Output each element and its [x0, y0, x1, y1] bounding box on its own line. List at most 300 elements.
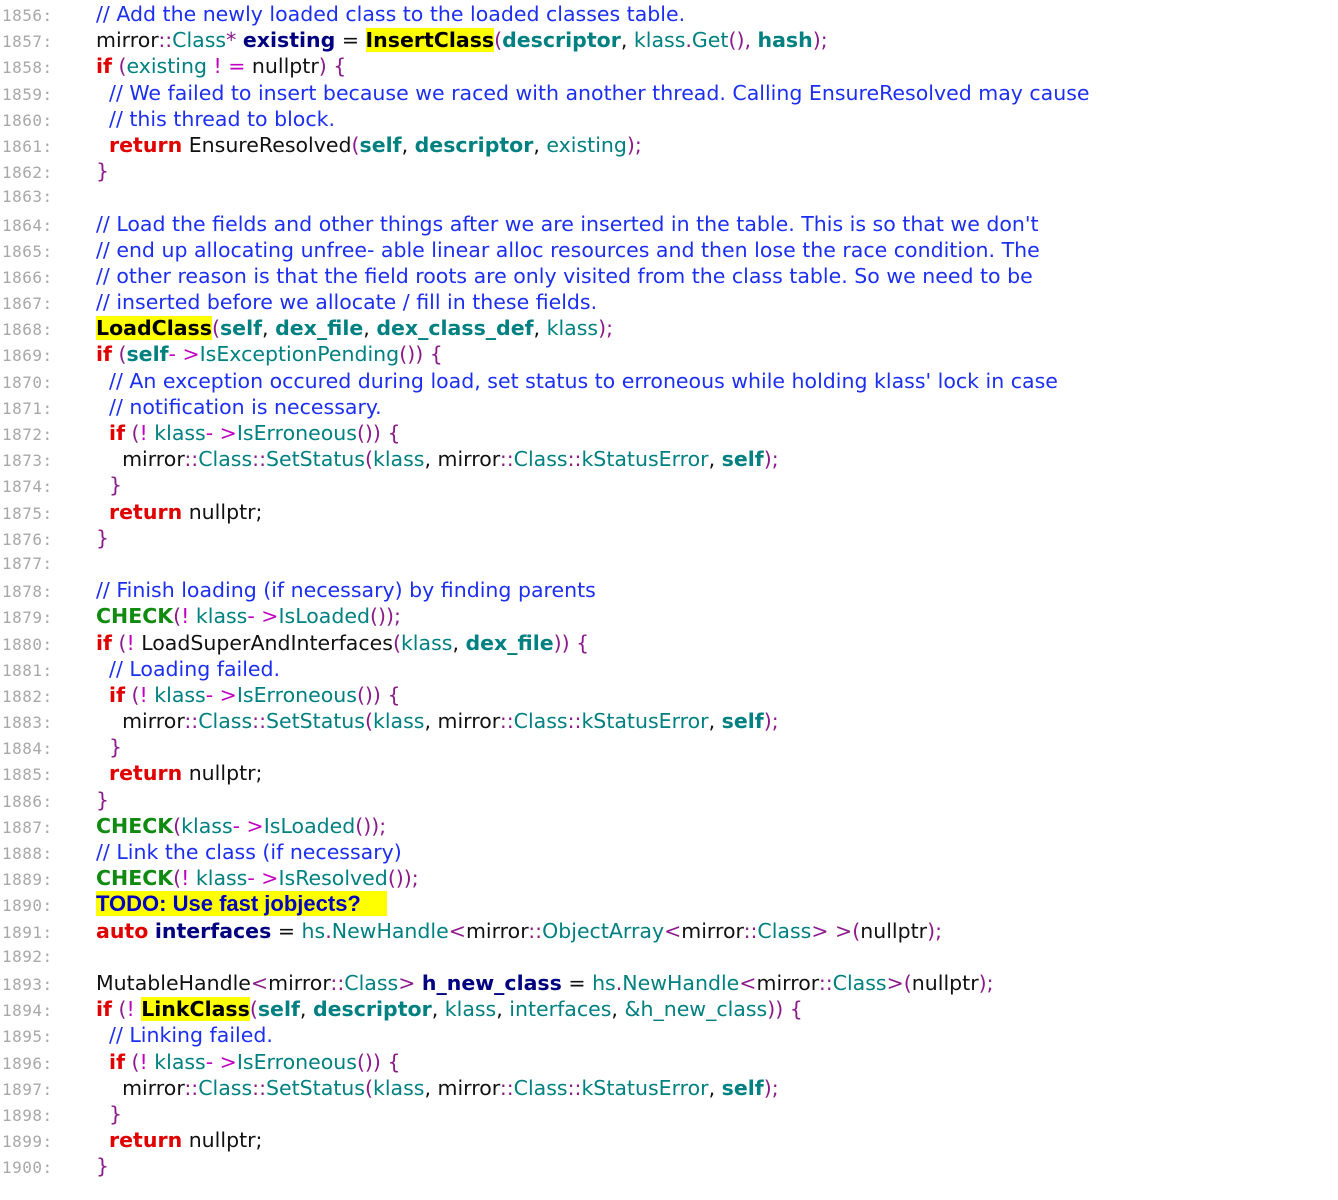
- code-line[interactable]: [0, 839, 1338, 865]
- code-token: ) {: [318, 54, 347, 79]
- line-number: 1857:: [2, 32, 53, 52]
- code-text: [96, 918, 942, 944]
- line-number: 1883:: [2, 713, 53, 733]
- code-token: self: [257, 997, 300, 1022]
- code-token: (: [494, 28, 503, 53]
- code-token: interfaces: [509, 997, 612, 1022]
- code-line[interactable]: [0, 813, 1338, 839]
- code-line[interactable]: [0, 918, 1338, 944]
- code-line[interactable]: [0, 158, 1338, 184]
- code-token: IsErroneous: [236, 682, 357, 707]
- code-token: Class: [513, 709, 568, 734]
- code-token: [96, 1050, 109, 1074]
- code-token: nullptr;: [182, 499, 263, 524]
- code-line[interactable]: [0, 603, 1338, 629]
- line-number: 1888:: [2, 844, 53, 863]
- code-line[interactable]: [0, 394, 1338, 420]
- line-number: 1889:: [2, 870, 53, 890]
- line-number: 1870:: [2, 372, 53, 392]
- code-line[interactable]: [0, 420, 1338, 446]
- code-line[interactable]: [0, 132, 1338, 158]
- code-token: IsLoaded: [263, 813, 356, 838]
- code-text: [96, 1101, 122, 1127]
- code-text: [96, 734, 122, 760]
- line-number: 1891:: [2, 922, 53, 942]
- code-token: // Add the newly loaded class to the loaded classes table.: [96, 2, 686, 26]
- code-token: ,: [708, 1075, 722, 1100]
- code-token: nullptr;: [182, 1128, 263, 1153]
- code-token: )) {: [767, 997, 803, 1022]
- code-text: [96, 472, 122, 498]
- code-token: klass: [195, 866, 248, 891]
- code-token: !: [181, 866, 196, 891]
- line-number: 1869:: [2, 346, 53, 366]
- code-token: ());: [370, 604, 401, 629]
- code-token: mirror: [756, 970, 819, 995]
- code-token: // We failed to insert because we raced with another thread. Calling EnsureResolved may cause: [96, 80, 1090, 105]
- code-token: <: [250, 970, 269, 995]
- code-token: }: [96, 735, 123, 760]
- code-text: [96, 891, 387, 917]
- code-token: );: [763, 1075, 779, 1100]
- code-token: mirror: [96, 28, 159, 53]
- code-token: [96, 133, 109, 157]
- code-token: Class: [513, 1075, 568, 1100]
- line-number: 1898:: [2, 1105, 53, 1125]
- code-token: , mirror: [424, 709, 500, 734]
- code-token: - >: [232, 813, 264, 838]
- code-token: Class: [198, 1075, 253, 1100]
- code-token: }: [96, 787, 110, 812]
- line-number: 1878:: [2, 582, 53, 602]
- code-token: ,: [401, 132, 415, 157]
- code-token: InsertClass: [365, 28, 495, 53]
- code-token: CHECK: [96, 813, 174, 838]
- line-number: 1884:: [2, 739, 53, 759]
- code-token: > >(: [811, 918, 861, 943]
- code-line[interactable]: [0, 708, 1338, 734]
- code-token: ::: [158, 28, 173, 53]
- code-token: Class: [757, 918, 812, 943]
- code-token: ,: [533, 132, 547, 157]
- code-token: mirror: [96, 447, 185, 472]
- code-token: // Loading failed.: [96, 656, 281, 681]
- code-token: !: [126, 997, 142, 1022]
- code-line[interactable]: [0, 525, 1338, 551]
- code-token: TODO: Use fast jobjects?: [96, 891, 387, 916]
- code-token: (: [111, 342, 127, 367]
- code-token: .: [325, 918, 332, 943]
- code-token: *: [226, 28, 243, 53]
- code-token: klass: [633, 28, 686, 53]
- code-token: !: [139, 682, 155, 707]
- line-number: 1861:: [2, 136, 53, 156]
- line-number: 1895:: [2, 1027, 53, 1047]
- line-number: 1885:: [2, 765, 53, 785]
- code-token: }: [96, 1101, 123, 1126]
- code-token: );: [763, 709, 779, 734]
- line-number: 1856:: [2, 6, 53, 25]
- code-token: self: [721, 447, 764, 472]
- code-line[interactable]: [0, 106, 1338, 132]
- code-token: self: [721, 709, 764, 734]
- code-token: SetStatus: [265, 447, 365, 472]
- code-token: (: [211, 316, 220, 341]
- code-line[interactable]: [0, 341, 1338, 367]
- code-token: LoadClass: [96, 316, 212, 341]
- code-token: .: [615, 970, 623, 995]
- code-token: ::: [184, 709, 199, 734]
- code-line[interactable]: [0, 211, 1338, 237]
- code-token: self: [359, 132, 402, 157]
- code-token: ()) {: [356, 682, 401, 707]
- code-token: CHECK: [96, 604, 174, 629]
- code-token: existing: [546, 132, 627, 157]
- code-token: .: [685, 28, 692, 53]
- code-token: ()) {: [399, 342, 443, 367]
- code-token: , mirror: [424, 447, 500, 472]
- code-text: [96, 289, 597, 315]
- code-token: (),: [728, 28, 758, 53]
- code-text: [96, 1075, 779, 1101]
- code-token: if: [109, 682, 125, 707]
- line-number: 1900:: [2, 1158, 53, 1178]
- line-number: 1882:: [2, 686, 53, 706]
- code-line[interactable]: [0, 577, 1338, 603]
- code-token: [96, 1128, 109, 1152]
- line-number: 1877:: [2, 553, 53, 573]
- code-token: interfaces: [154, 918, 272, 943]
- code-token: - >: [247, 866, 279, 891]
- code-text: [96, 1049, 401, 1075]
- line-number: 1863:: [2, 187, 53, 207]
- line-number: 1872:: [2, 425, 53, 444]
- code-token: klass: [181, 813, 233, 838]
- code-line[interactable]: [0, 184, 1338, 210]
- code-token: Class: [832, 970, 887, 995]
- code-token: // other reason is that the field roots are only visited from the class table. So we need to be: [96, 263, 1033, 288]
- code-token: ::: [252, 1075, 266, 1100]
- code-text: [96, 53, 346, 79]
- code-line[interactable]: [0, 1022, 1338, 1048]
- line-number: 1867:: [2, 294, 53, 314]
- code-line[interactable]: [0, 787, 1338, 813]
- code-token: ::: [252, 709, 266, 734]
- code-line[interactable]: [0, 368, 1338, 394]
- code-token: return: [109, 1128, 183, 1153]
- code-token: (: [125, 682, 140, 707]
- code-token: );: [978, 970, 994, 995]
- code-text: [96, 839, 402, 865]
- code-token: CHECK: [96, 866, 174, 891]
- code-token: ,: [708, 709, 722, 734]
- code-token: kStatusError: [581, 709, 709, 734]
- code-line[interactable]: [0, 499, 1338, 525]
- code-token: Class: [172, 28, 227, 53]
- code-token: );: [763, 447, 779, 472]
- code-token: (: [364, 1075, 373, 1100]
- code-line[interactable]: [0, 1153, 1338, 1179]
- code-token: klass: [195, 604, 248, 629]
- code-token: descriptor: [502, 28, 621, 53]
- code-line[interactable]: [0, 970, 1338, 996]
- code-token: klass: [154, 682, 206, 707]
- code-token: );: [598, 316, 613, 341]
- line-number: 1871:: [2, 398, 53, 418]
- code-token: ObjectArray: [542, 918, 665, 943]
- code-line[interactable]: [0, 944, 1338, 970]
- code-token: // notification is necessary.: [96, 394, 382, 419]
- code-line[interactable]: [0, 1, 1338, 27]
- code-token: LinkClass: [141, 997, 250, 1022]
- code-token: =: [561, 970, 593, 995]
- code-text: [96, 499, 262, 525]
- code-token: !: [181, 604, 196, 629]
- code-text: [96, 577, 596, 603]
- code-token: (: [351, 132, 360, 157]
- code-token: Class: [344, 970, 399, 995]
- code-token: >: [398, 970, 422, 995]
- code-token: self: [219, 316, 263, 341]
- code-token: }: [96, 159, 110, 184]
- code-token: ,: [708, 447, 722, 472]
- code-token: hs: [592, 970, 616, 995]
- code-token: (: [173, 604, 182, 629]
- code-token: <: [448, 918, 466, 943]
- code-token: kStatusError: [581, 1075, 709, 1100]
- code-line[interactable]: [0, 237, 1338, 263]
- code-token: return: [109, 761, 183, 786]
- code-line[interactable]: [0, 315, 1338, 341]
- code-line[interactable]: [0, 891, 1338, 917]
- code-token: if: [96, 630, 112, 655]
- code-text: [96, 656, 280, 682]
- code-token: );: [812, 28, 828, 53]
- line-number: 1881:: [2, 660, 53, 680]
- code-token: ,: [452, 630, 466, 655]
- code-line[interactable]: [0, 865, 1338, 891]
- code-line[interactable]: [0, 1075, 1338, 1101]
- code-token: Class: [198, 447, 253, 472]
- code-token: klass: [154, 1049, 206, 1074]
- code-text: [96, 27, 828, 53]
- code-token: ,: [620, 28, 634, 53]
- line-number: 1860:: [2, 110, 53, 130]
- code-token: ());: [387, 866, 419, 891]
- code-line[interactable]: [0, 289, 1338, 315]
- code-text: [96, 1022, 273, 1048]
- code-token: dex_file: [465, 630, 554, 655]
- line-number: 1864:: [2, 215, 53, 235]
- code-token: ::: [567, 447, 582, 472]
- code-text: [96, 80, 1090, 106]
- code-line[interactable]: [0, 760, 1338, 786]
- code-token: mirror: [268, 970, 331, 995]
- code-text: [96, 760, 262, 786]
- code-token: klass: [372, 709, 425, 734]
- code-token: ,: [262, 316, 276, 341]
- code-token: // Finish loading (if necessary) by finding parents: [96, 578, 596, 603]
- line-number: 1886:: [2, 791, 53, 811]
- code-line[interactable]: [0, 656, 1338, 682]
- code-token: , mirror: [424, 1075, 500, 1100]
- line-number: 1897:: [2, 1079, 53, 1099]
- line-number: 1873:: [2, 451, 53, 471]
- code-token: (: [111, 997, 127, 1022]
- code-line[interactable]: [0, 630, 1338, 656]
- code-token: ()) {: [356, 421, 401, 445]
- code-line[interactable]: [0, 263, 1338, 289]
- line-number: 1892:: [2, 946, 53, 966]
- code-token: SetStatus: [265, 1075, 365, 1100]
- code-token: IsResolved: [278, 866, 388, 891]
- line-number: 1865:: [2, 241, 53, 261]
- code-text: [96, 1127, 262, 1153]
- code-token: LoadSuperAndInterfaces: [141, 630, 393, 655]
- code-token: nullptr: [251, 54, 319, 79]
- code-token: ::: [499, 709, 514, 734]
- code-token: auto: [96, 918, 149, 943]
- code-token: descriptor: [312, 997, 432, 1022]
- line-number: 1868:: [2, 320, 53, 340]
- code-token: existing: [242, 28, 336, 53]
- code-text: [96, 1153, 109, 1179]
- code-token: Class: [513, 447, 568, 472]
- code-line[interactable]: [0, 53, 1338, 79]
- code-token: &h_new_class: [624, 997, 768, 1022]
- code-token: hs: [301, 918, 326, 943]
- line-number: 1862:: [2, 163, 53, 183]
- code-token: // this thread to block.: [96, 106, 336, 131]
- code-text: [96, 630, 589, 656]
- code-token: ,: [533, 316, 547, 341]
- code-line[interactable]: [0, 551, 1338, 577]
- code-text: [96, 787, 109, 813]
- code-text: [96, 368, 1058, 394]
- code-token: nullptr: [911, 970, 979, 995]
- code-token: [96, 761, 109, 785]
- code-line[interactable]: [0, 682, 1338, 708]
- code-text: [96, 420, 401, 446]
- code-token: klass: [372, 1075, 425, 1100]
- code-token: ,: [496, 997, 510, 1022]
- code-token: IsErroneous: [236, 421, 357, 445]
- line-number: 1874:: [2, 477, 53, 497]
- code-token: IsLoaded: [278, 604, 370, 629]
- code-token: // Load the fields and other things after we are inserted in the table. This is so that we don't: [96, 211, 1039, 236]
- code-token: ,: [431, 997, 445, 1022]
- code-token: )) {: [553, 630, 590, 655]
- code-token: (: [173, 866, 182, 891]
- code-token: self: [126, 342, 169, 367]
- code-token: - >: [168, 342, 200, 367]
- code-token: ::: [330, 970, 345, 995]
- code-token: nullptr: [860, 918, 928, 943]
- code-token: klass: [154, 421, 206, 445]
- code-token: ::: [499, 1075, 514, 1100]
- code-token: mirror: [96, 709, 185, 734]
- code-text: [96, 158, 109, 184]
- code-token: }: [96, 473, 123, 498]
- line-number: 1893:: [2, 974, 53, 994]
- code-token: (: [125, 421, 140, 445]
- code-line[interactable]: [0, 996, 1338, 1022]
- code-token: (: [125, 1049, 140, 1074]
- code-text: [96, 132, 642, 158]
- code-token: klass: [400, 630, 453, 655]
- code-token: // Linking failed.: [96, 1023, 273, 1048]
- code-line[interactable]: [0, 446, 1338, 472]
- code-token: (: [364, 447, 373, 472]
- line-number: 1875:: [2, 503, 53, 523]
- code-text: [96, 106, 335, 132]
- code-token: ,: [611, 997, 625, 1022]
- code-text: [96, 970, 994, 996]
- code-token: self: [721, 1075, 764, 1100]
- code-text: [96, 446, 779, 472]
- code-token: mirror: [465, 918, 529, 943]
- line-number: 1879:: [2, 608, 53, 628]
- line-number: 1896:: [2, 1053, 53, 1073]
- code-token: =: [271, 918, 302, 943]
- code-token: mirror: [96, 1075, 185, 1100]
- code-line[interactable]: [0, 734, 1338, 760]
- code-line[interactable]: [0, 472, 1338, 498]
- code-line[interactable]: [0, 1049, 1338, 1075]
- line-number: 1887:: [2, 817, 53, 837]
- code-token: }: [96, 525, 110, 550]
- code-token: return: [109, 499, 183, 524]
- code-text: [96, 263, 1033, 289]
- code-token: ,: [363, 316, 377, 341]
- code-token: !: [126, 630, 142, 655]
- code-token: (: [392, 630, 401, 655]
- code-token: // An exception occured during load, set status to erroneous while holding klass' lock in case: [96, 368, 1058, 393]
- code-token: klass: [546, 316, 599, 341]
- code-token: hash: [757, 28, 813, 53]
- code-token: Class: [198, 709, 253, 734]
- code-token: (: [111, 630, 127, 655]
- code-token: [96, 683, 109, 707]
- code-token: MutableHandle: [96, 970, 251, 995]
- code-token: [96, 500, 109, 524]
- code-token: nullptr;: [182, 761, 263, 786]
- code-line[interactable]: [0, 1127, 1338, 1153]
- code-line[interactable]: [0, 27, 1338, 53]
- code-token: IsErroneous: [236, 1049, 357, 1074]
- code-token: ());: [355, 813, 387, 838]
- code-editor[interactable]: [0, 1, 1338, 1179]
- code-token: NewHandle: [622, 970, 740, 995]
- code-token: if: [96, 54, 112, 79]
- code-token: - >: [205, 421, 237, 445]
- code-token: >(: [886, 970, 912, 995]
- code-line[interactable]: [0, 80, 1338, 106]
- code-line[interactable]: [0, 1101, 1338, 1127]
- code-token: h_new_class: [421, 970, 562, 995]
- code-token: - >: [247, 604, 279, 629]
- code-token: kStatusError: [581, 447, 709, 472]
- code-token: (: [173, 813, 182, 838]
- code-token: (: [364, 709, 373, 734]
- code-text: [96, 211, 1039, 237]
- line-number: 1866:: [2, 267, 53, 287]
- code-token: klass: [444, 997, 497, 1022]
- line-number: 1859:: [2, 84, 53, 104]
- code-text: [96, 708, 779, 734]
- code-token: ::: [818, 970, 833, 995]
- code-token: !: [139, 1049, 155, 1074]
